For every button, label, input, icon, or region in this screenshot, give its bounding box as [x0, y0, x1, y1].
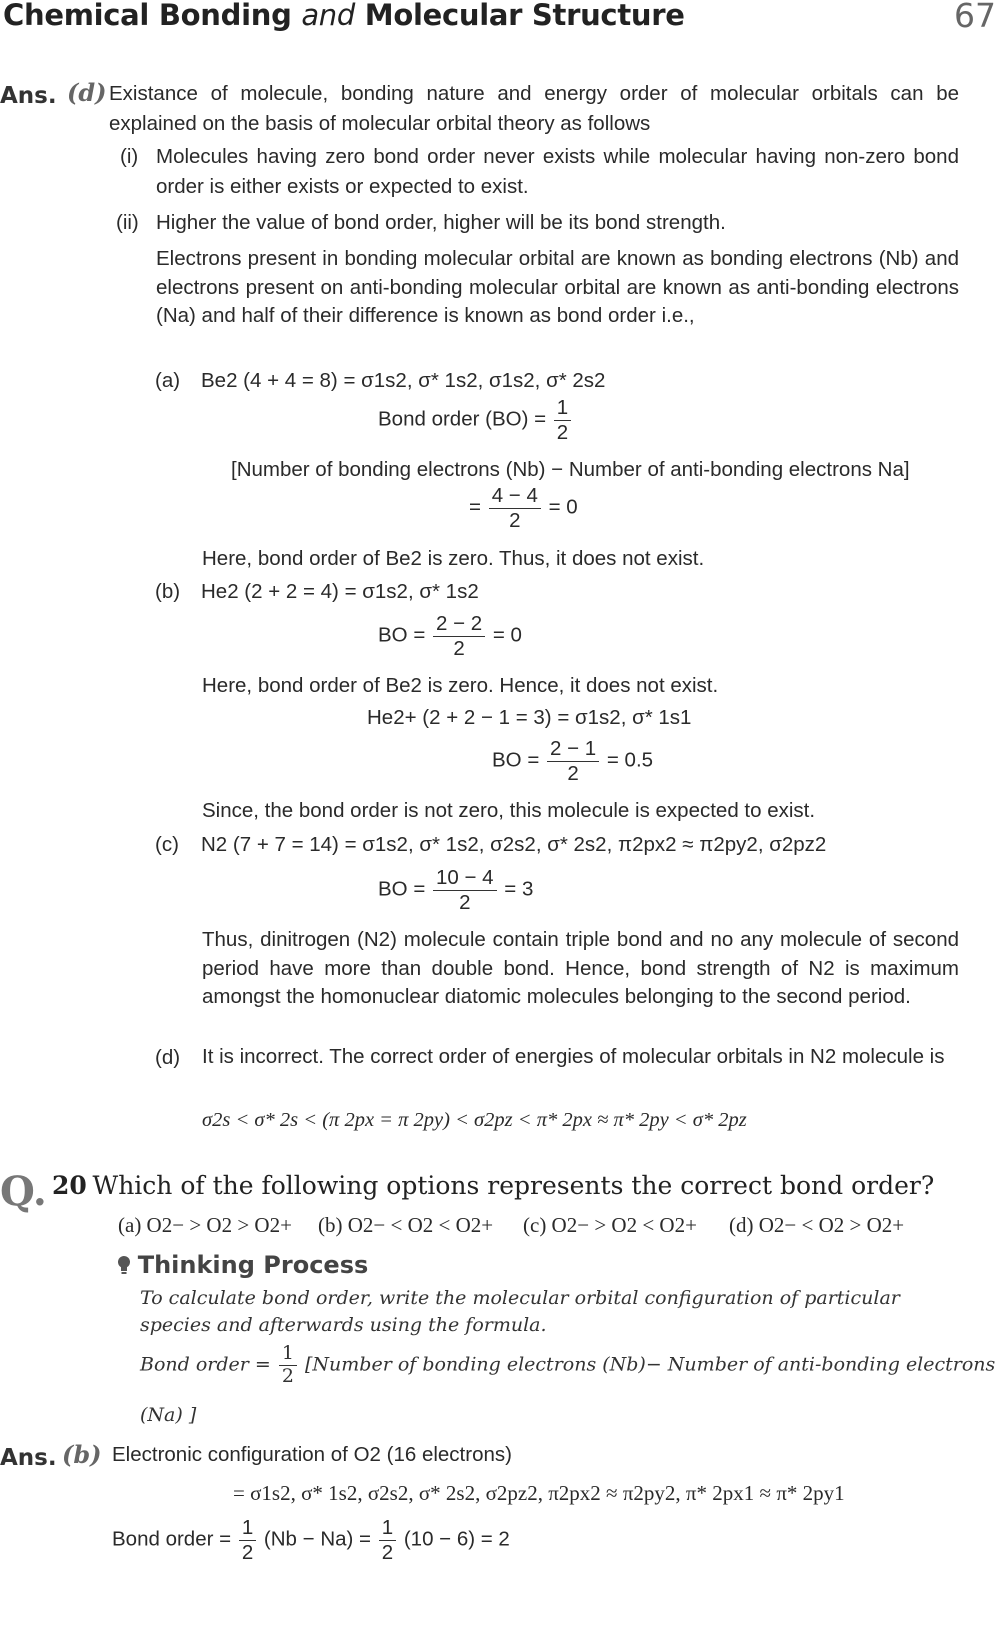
- case-a-number: (a): [155, 369, 181, 392]
- option-a[interactable]: (a) O2− > O2 > O2+: [118, 1213, 292, 1237]
- bond-order-bracket: [Number of bonding electrons (Nb) − Number of anti-bonding electrons Na]: [231, 458, 910, 481]
- answer-intro: Existance of molecule, bonding nature and energy order of molecular orbitals can be explained on the basis of molecular orbital theory as follows: [109, 82, 959, 135]
- half-fraction: $\frac{1}{2}$: [554, 396, 571, 444]
- case-b2-equation: He2+ (2 + 2 − 1 = 3) = σ1s2, σ* 1s1: [367, 706, 692, 729]
- bond-order-formula: Bond order (BO) = $\frac{1}{2}$: [378, 396, 573, 444]
- o2-configuration: = σ1s2, σ* 1s2, σ2s2, σ* 2s2, σ2pz2, π2px2 ≈ π2py2, π* 2px1 ≈ π* 2py1: [233, 1481, 845, 1505]
- case-b2-conclusion: Since, the bond order is not zero, this molecule is expected to exist.: [202, 799, 816, 822]
- case-c-equation: N2 (7 + 7 = 14) = σ1s2, σ* 1s2, σ2s2, σ* 2s2, π2px2 ≈ π2py2, σ2pz2: [201, 833, 827, 856]
- case-c-calculation: BO = $\frac{10 - 4}{2}$ = 3: [378, 866, 534, 914]
- case-b-conclusion: Here, bond order of Be2 is zero. Hence, it does not exist.: [202, 674, 719, 697]
- page-number: 67: [954, 0, 996, 35]
- answer-2-option: (b): [62, 1440, 102, 1469]
- case-b2-calculation: BO = $\frac{2 - 1}{2}$ = 0.5: [492, 737, 654, 785]
- option-c[interactable]: (c) O2− > O2 < O2+: [523, 1213, 697, 1237]
- case-d-number: (d): [155, 1046, 181, 1069]
- case-b-equation: He2 (2 + 2 = 4) = σ1s2, σ* 1s2: [201, 580, 479, 603]
- answer-option: (d): [67, 78, 107, 107]
- option-d[interactable]: (d) O2− < O2 > O2+: [729, 1213, 905, 1237]
- case-c-number: (c): [155, 833, 179, 856]
- point-2-number: (ii): [116, 211, 139, 234]
- point-1-number: (i): [120, 145, 139, 168]
- case-a-equation: Be2 (4 + 4 = 8) = σ1s2, σ* 1s2, σ1s2, σ* 2s2: [201, 369, 606, 392]
- point-2-text: Higher the value of bond order, higher will be its bond strength.: [156, 211, 726, 234]
- case-b-number: (b): [155, 580, 181, 603]
- question-20: 20 Which of the following options represents the correct bond order?: [52, 1171, 935, 1200]
- bond-order-formula-2: Bond order = $\frac{1}{2}$ [Number of bonding electrons (Nb)− Number of anti-bonding electrons: [140, 1342, 996, 1387]
- answer-label: Ans.: [0, 83, 57, 109]
- formula-tail: (Na) ]: [140, 1404, 197, 1426]
- question-label: Q.: [0, 1168, 47, 1215]
- thinking-process-heading: Thinking Process: [116, 1248, 368, 1283]
- case-a-conclusion: Here, bond order of Be2 is zero. Thus, it does not exist.: [202, 547, 705, 570]
- answer-2-label: Ans.: [0, 1445, 57, 1471]
- case-c-conclusion: Thus, dinitrogen (N2) molecule contain triple bond and no any molecule of second period have more than double bond. Hence, bond strength of N2 is maximum amongst the homonuclear diatomic molecules belonging to the second period.: [202, 928, 959, 1008]
- lightbulb-icon: [116, 1255, 132, 1275]
- case-a-calculation: = $\frac{4 - 4}{2}$ = 0: [469, 484, 578, 532]
- mo-energy-order: σ2s < σ* 2s < (π 2px = π 2py) < σ2pz < π* 2px ≈ π* 2py < σ* 2pz: [202, 1109, 747, 1131]
- option-b[interactable]: (b) O2− < O2 < O2+: [318, 1213, 494, 1237]
- o2-bond-order: Bond order = $\frac{1}{2}$ (Nb − Na) = $\frac{1}{2}$ (10 − 6) = 2: [112, 1516, 510, 1564]
- case-d-text: It is incorrect. The correct order of energies of molecular orbitals in N2 molecule is: [202, 1045, 945, 1068]
- bond-order-explanation: Electrons present in bonding molecular orbital are known as bonding electrons (Nb) and electrons present on anti-bonding molecular orbital are known as anti-bonding electrons (Na) and half of their difference is known as bond order i.e.,: [156, 247, 959, 327]
- chapter-title: Chemical Bonding and Molecular Structure: [3, 0, 685, 32]
- point-1-text: Molecules having zero bond order never exists while molecular having non-zero bond order is either exists or expected to exist.: [156, 145, 959, 198]
- case-b-calculation: BO = $\frac{2 - 2}{2}$ = 0: [378, 612, 522, 660]
- o2-configuration-heading: Electronic configuration of O2 (16 electrons): [112, 1443, 512, 1466]
- thinking-text: To calculate bond order, write the molecular orbital configuration of particular species and afterwards using the formula.: [140, 1287, 900, 1336]
